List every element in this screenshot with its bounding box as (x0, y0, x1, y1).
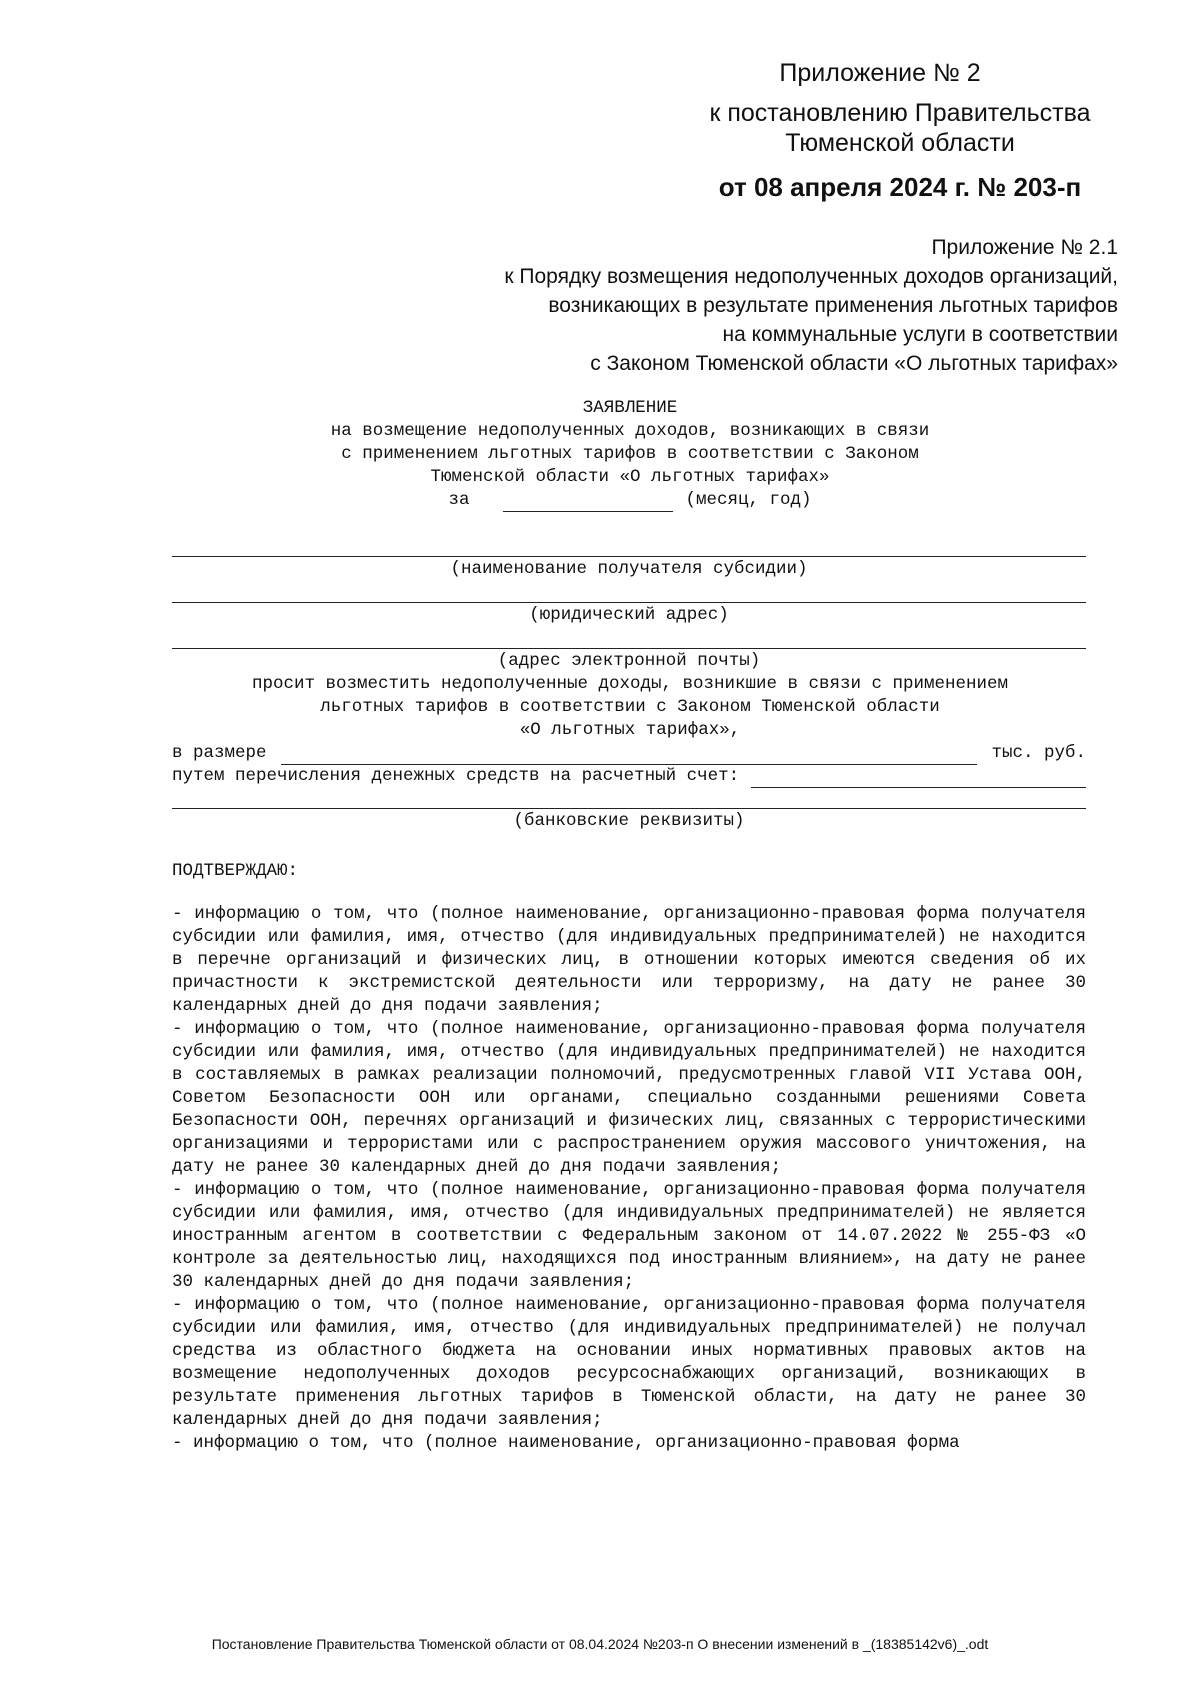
account-field[interactable] (751, 769, 1086, 788)
period-suffix: (месяц, год) (685, 490, 812, 510)
amount-prefix: в размере (172, 743, 267, 763)
bank-details-caption: (банковские реквизиты) (513, 811, 745, 831)
sub-appendix-line: к Порядку возмещения недополученных доходов организаций, (504, 265, 1118, 288)
confirmations-list (172, 903, 1086, 1455)
email-field-line[interactable] (172, 648, 1086, 649)
sub-appendix-line: возникающих в результате применения льготных тарифов (548, 294, 1118, 317)
decree-date: от 08 апреля 2024 г. № 203-п (718, 172, 1082, 202)
decree-reference (690, 98, 1110, 158)
amount-suffix: тыс. руб. (991, 743, 1086, 763)
page-footer: Постановление Правительства Тюменской области от 08.04.2024 №203-п О внесении изменений в _(18385142v6)_.odt (211, 1636, 989, 1652)
sub-appendix-title: Приложение № 2.1 (931, 236, 1118, 259)
confirmation-item: - информацию о том, что (полное наименование, организационно-правовая форма получателя субсидии или фамилия, имя, отчество (для индивидуальных предпринимателей) не получал средства из областного бюджета на основании иных нормативных правовых актов на возмещение недополученных доходов ресурсоснабжающих организаций, возникающих в результате применения льготных тарифов в Тюменской области, на дату не ранее 30 календарных дней до дня подачи заявления; (172, 1295, 1086, 1430)
appendix-title: Приложение № 2 (779, 59, 981, 87)
recipient-field-line[interactable] (172, 556, 1086, 557)
account-row (172, 765, 1086, 788)
sub-appendix-line: на коммунальные услуги в соответствии (722, 323, 1118, 346)
period-prefix: за (448, 490, 470, 510)
request-text: просит возместить недополученные доходы, возникшие в связи с применением (251, 674, 1009, 694)
statement-subtitle: Тюменской области «О льготных тарифах» (430, 467, 830, 487)
request-text: «О льготных тарифах», (519, 720, 741, 740)
confirmation-item: - информацию о том, что (полное наименование, организационно-правовая форма (172, 1433, 960, 1453)
bank-details-field-line[interactable] (172, 808, 1086, 809)
decree-line-2: Тюменской области (785, 129, 1015, 157)
recipient-caption: (наименование получателя субсидии) (450, 559, 808, 579)
address-field-line[interactable] (172, 602, 1086, 603)
confirmation-item: - информацию о том, что (полное наименование, организационно-правовая форма получателя субсидии или фамилия, имя, отчество (для индивидуальных предпринимателей) не находится в составляемых в рамках реализации полномочий, предусмотренных главой VII Устава ООН, Советом Безопасности ООН или органами, специально созданными решениями Совета Безопасности ООН, перечнях организаций и физических лиц, связанных с террористическими организациями и террористами или с распространением оружия массового уничтожения, на дату не ранее 30 календарных дней до дня подачи заявления; (172, 1019, 1086, 1177)
email-caption: (адрес электронной почты) (497, 651, 761, 671)
account-label: путем перечисления денежных средств на расчетный счет: (172, 766, 740, 786)
request-text: льготных тарифов в соответствии с Законом Тюменской области (320, 697, 940, 717)
amount-field[interactable] (281, 746, 978, 765)
confirmation-item: - информацию о том, что (полное наименование, организационно-правовая форма получателя субсидии или фамилия, имя, отчество (для индивидуальных предпринимателей) не находится в перечне организаций и физических лиц, в отношении которых имеются сведения об их причастности к экстремистской деятельности или терроризму, на дату не ранее 30 календарных дней до дня подачи заявления; (172, 904, 1086, 1016)
period-row (170, 489, 1090, 512)
confirm-heading: ПОДТВЕРЖДАЮ: (172, 861, 299, 881)
statement-subtitle: на возмещение недополученных доходов, возникающих в связи (330, 421, 930, 441)
confirmation-item: - информацию о том, что (полное наименование, организационно-правовая форма получателя субсидии или фамилия, имя, отчество (для индивидуальных предпринимателей) не является иностранным агентом в соответствии с Федеральным законом от 14.07.2022 № 255-ФЗ «О контроле за деятельностью лиц, находящихся под иностранным влиянием», на дату не ранее 30 календарных дней до дня подачи заявления; (172, 1180, 1086, 1292)
decree-line-1: к постановлению Правительства (709, 99, 1091, 127)
period-field[interactable] (503, 493, 673, 512)
amount-row (172, 742, 1086, 765)
address-caption: (юридический адрес) (529, 605, 729, 625)
statement-title: ЗАЯВЛЕНИЕ (582, 398, 678, 418)
sub-appendix-line: с Законом Тюменской области «О льготных тарифах» (590, 352, 1118, 375)
statement-subtitle: с применением льготных тарифов в соответствии с Законом (341, 444, 919, 464)
